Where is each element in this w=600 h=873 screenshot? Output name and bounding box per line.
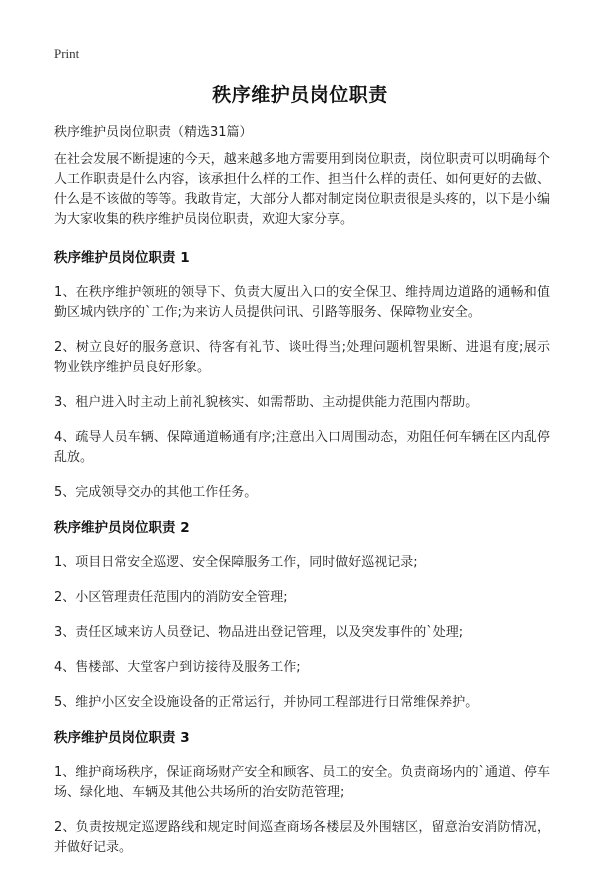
list-item: 3、租户进入时主动上前礼貌核实、如需帮助、主动提供能力范围内帮助。	[54, 395, 479, 410]
list-item: 1、项目日常安全巡逻、安全保障服务工作，同时做好巡视记录;	[54, 555, 418, 570]
intro-paragraph: 在社会发展不断提速的今天，越来越多地方需要用到岗位职责，岗位职责可以明确每个人工作职责是什么内容，该承担什么样的工作、担当什么样的责任、如何更好的去做、什么是不该做的等等。我敢肯定，大部分人都对制定岗位职责很是头疼的，以下是小编为大家收集的秩序维护员岗位职责，欢迎大家分享。	[54, 152, 550, 227]
list-item: 3、责任区域来访人员登记、物品进出登记管理，以及突发事件的`处理;	[54, 625, 464, 640]
list-item: 2、小区管理责任范围内的消防安全管理;	[54, 590, 288, 605]
list-item: 2、树立良好的服务意识、待客有礼节、谈吐得当;处理问题机智果断、进退有度;展示物业铁序维护员良好形象。	[54, 340, 550, 375]
section-heading: 秩序维护员岗位职责 1	[54, 250, 190, 266]
list-item: 5、完成领导交办的其他工作任务。	[54, 485, 258, 500]
list-item: 2、负责按规定巡逻路线和规定时间巡查商场各楼层及外围辖区，留意治安消防情况，并做好记录。	[54, 820, 550, 855]
page-title: 秩序维护员岗位职责	[212, 84, 388, 106]
document-subtitle: 秩序维护员岗位职责（精选31篇）	[54, 125, 253, 140]
section-2	[54, 518, 550, 713]
list-item: 1、维护商场秩序，保证商场财产安全和顾客、员工的安全。负责商场内的`通道、停车场、绿化地、车辆及其他公共场所的治安防范管理;	[54, 765, 550, 800]
section-heading: 秩序维护员岗位职责 2	[54, 520, 190, 536]
list-item: 4、售楼部、大堂客户到访接待及服务工作;	[54, 660, 301, 675]
list-item: 5、维护小区安全设施设备的正常运行，并协同工程部进行日常维保养护。	[54, 695, 479, 710]
document-body	[54, 150, 550, 873]
list-item: 1、在秩序维护领班的领导下、负责大厦出入口的安全保卫、维持周边道路的通畅和值勤区城内铁序的`工作;为来访人员提供问讯、引路等服务、保障物业安全。	[54, 285, 550, 320]
section-1	[54, 248, 550, 503]
section-heading: 秩序维护员岗位职责 3	[54, 730, 190, 746]
list-item: 4、疏导人员车辆、保障通道畅通有序;注意出入口周围动态，劝阻任何车辆在区内乱停乱放。	[54, 430, 550, 465]
print-label[interactable]: Print	[54, 46, 80, 61]
section-3	[54, 728, 550, 858]
